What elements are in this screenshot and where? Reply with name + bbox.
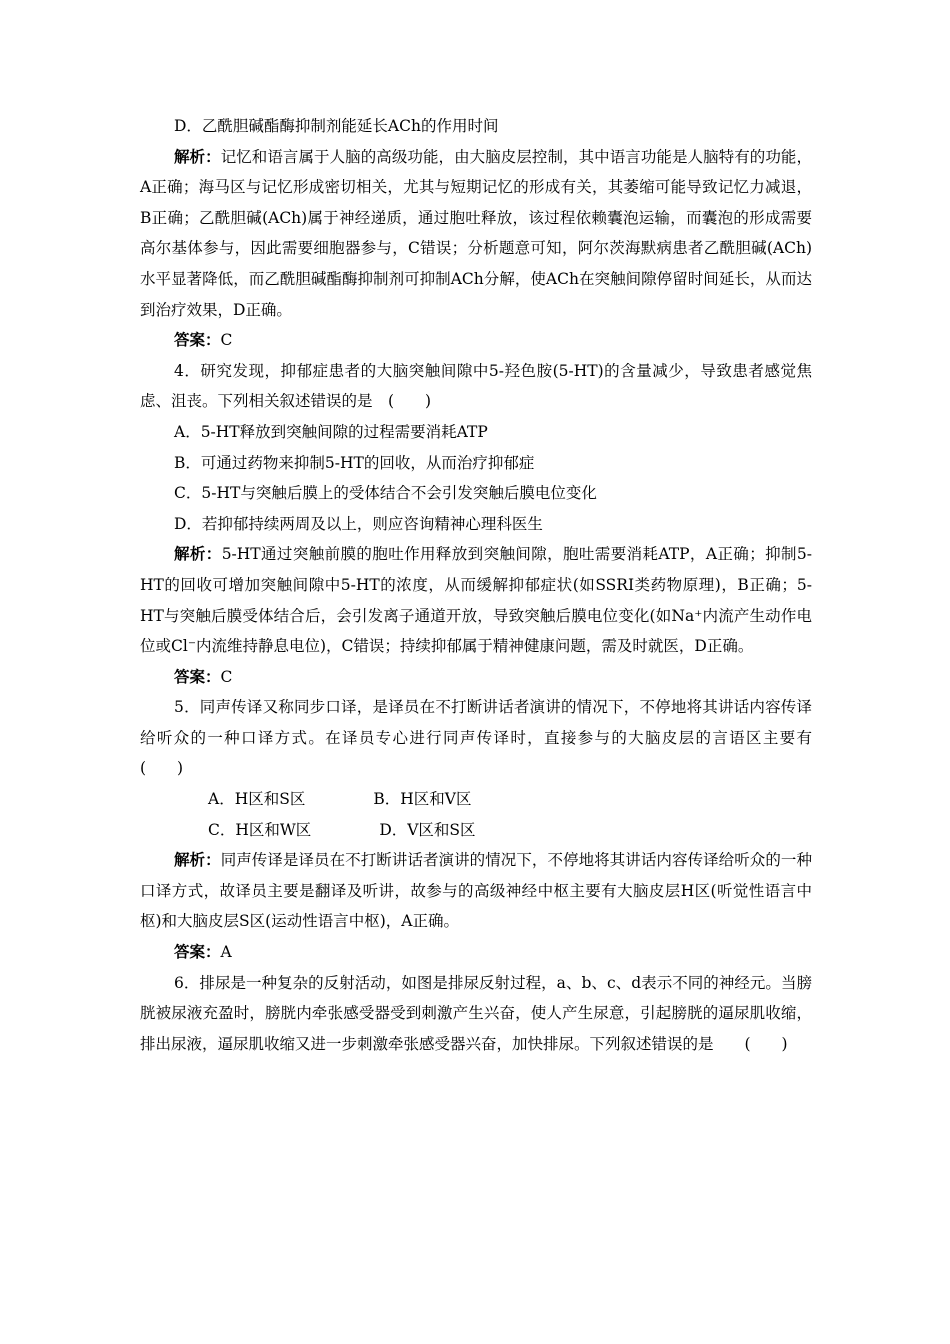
document-body: [140, 111, 828, 1059]
answer-label: 答案：: [174, 666, 221, 686]
option-a-q5: A．H区和S区: [208, 790, 306, 809]
option-d-q3: D．乙酰胆碱酯酶抑制剂能延长ACh的作用时间: [174, 117, 499, 135]
answer-value: C: [220, 331, 233, 350]
answer-label: 答案：: [174, 330, 221, 350]
analysis-label: 解析：: [174, 850, 221, 870]
question-6: 6．排尿是一种复杂的反射活动，如图是排尿反射过程，a、b、c、d表示不同的神经元。当膀胱被尿液充盈时，膀胱内牵张感受器受到刺激产生兴奋，使人产生尿意，引起膀胱的逼尿肌收缩，排出尿液，逼尿肌收缩又进一步刺激牵张感受器兴奋，加快排尿。下列叙述错误的是 ( ): [140, 973, 812, 1053]
answer-value: C: [220, 667, 233, 686]
analysis-label: 解析：: [174, 544, 222, 564]
analysis-q3: [140, 142, 812, 326]
answer-q4: [140, 662, 812, 693]
option-d-q5: D．V区和S区: [379, 820, 476, 839]
question-4: 4．研究发现，抑郁症患者的大脑突触间隙中5-羟色胺(5-HT)的含量减少，导致患者感觉焦虑、沮丧。下列相关叙述错误的是 ( ): [140, 361, 812, 411]
options-cd-q5: [140, 815, 812, 846]
analysis-text: 同声传译是译员在不打断讲话者演讲的情况下，不停地将其讲话内容传译给听众的一种口译方式，故译员主要是翻译及听讲，故参与的高级神经中枢主要有大脑皮层H区(听觉性语言中枢)和大脑皮层S区(运动性语言中枢)，A正确。: [140, 851, 812, 931]
option-c-q5: C．H区和W区: [208, 820, 312, 839]
answer-q3: [140, 325, 812, 356]
option-d-q4: D．若抑郁持续两周及以上，则应咨询精神心理科医生: [174, 514, 543, 533]
analysis-q4: [140, 539, 812, 661]
option-b-q5: B．H区和V区: [373, 790, 472, 809]
analysis-text: 5-HT通过突触前膜的胞吐作用释放到突触间隙，胞吐需要消耗ATP，A正确；抑制5-HT的回收可增加突触间隙中5-HT的浓度，从而缓解抑郁症状(如SSRI类药物原理)，B正确；5-HT与突触后膜受体结合后，会引发离子通道开放，导致突触后膜电位变化(如Na⁺内流产生动作电位或Cl⁻内流维持静息电位)，C错误；持续抑郁属于精神健康问题，需及时就医，D正确。: [140, 545, 812, 656]
options-ab-q5: [140, 784, 812, 815]
answer-value: A: [220, 943, 232, 962]
option-c-q4: C．5-HT与突触后膜上的受体结合不会引发突触后膜电位变化: [174, 484, 597, 503]
option-a-q4: A．5-HT释放到突触间隙的过程需要消耗ATP: [174, 422, 488, 441]
analysis-label: 解析：: [174, 146, 221, 166]
answer-q5: [140, 937, 812, 968]
answer-label: 答案：: [174, 942, 221, 962]
analysis-q5: [140, 845, 812, 937]
question-5: 5．同声传译又称同步口译，是译员在不打断讲话者演讲的情况下，不停地将其讲话内容传译给听众的一种口译方式。在译员专心进行同声传译时，直接参与的大脑皮层的言语区主要有 ( ): [140, 698, 828, 778]
option-b-q4: B．可通过药物来抑制5-HT的回收，从而治疗抑郁症: [174, 453, 535, 472]
analysis-text: 记忆和语言属于人脑的高级功能，由大脑皮层控制，其中语言功能是人脑特有的功能，A正确；海马区与记忆形成密切相关，尤其与短期记忆的形成有关，其萎缩可能导致记忆力减退，B正确；乙酰胆碱(ACh)属于神经递质，通过胞吐释放，该过程依赖囊泡运输，而囊泡的形成需要高尔基体参与，因此需要细胞器参与，C错误；分析题意可知，阿尔茨海默病患者乙酰胆碱(ACh)水平显著降低，而乙酰胆碱酯酶抑制剂可抑制ACh分解，使ACh在突触间隙停留时间延长，从而达到治疗效果，D正确。: [140, 147, 812, 319]
